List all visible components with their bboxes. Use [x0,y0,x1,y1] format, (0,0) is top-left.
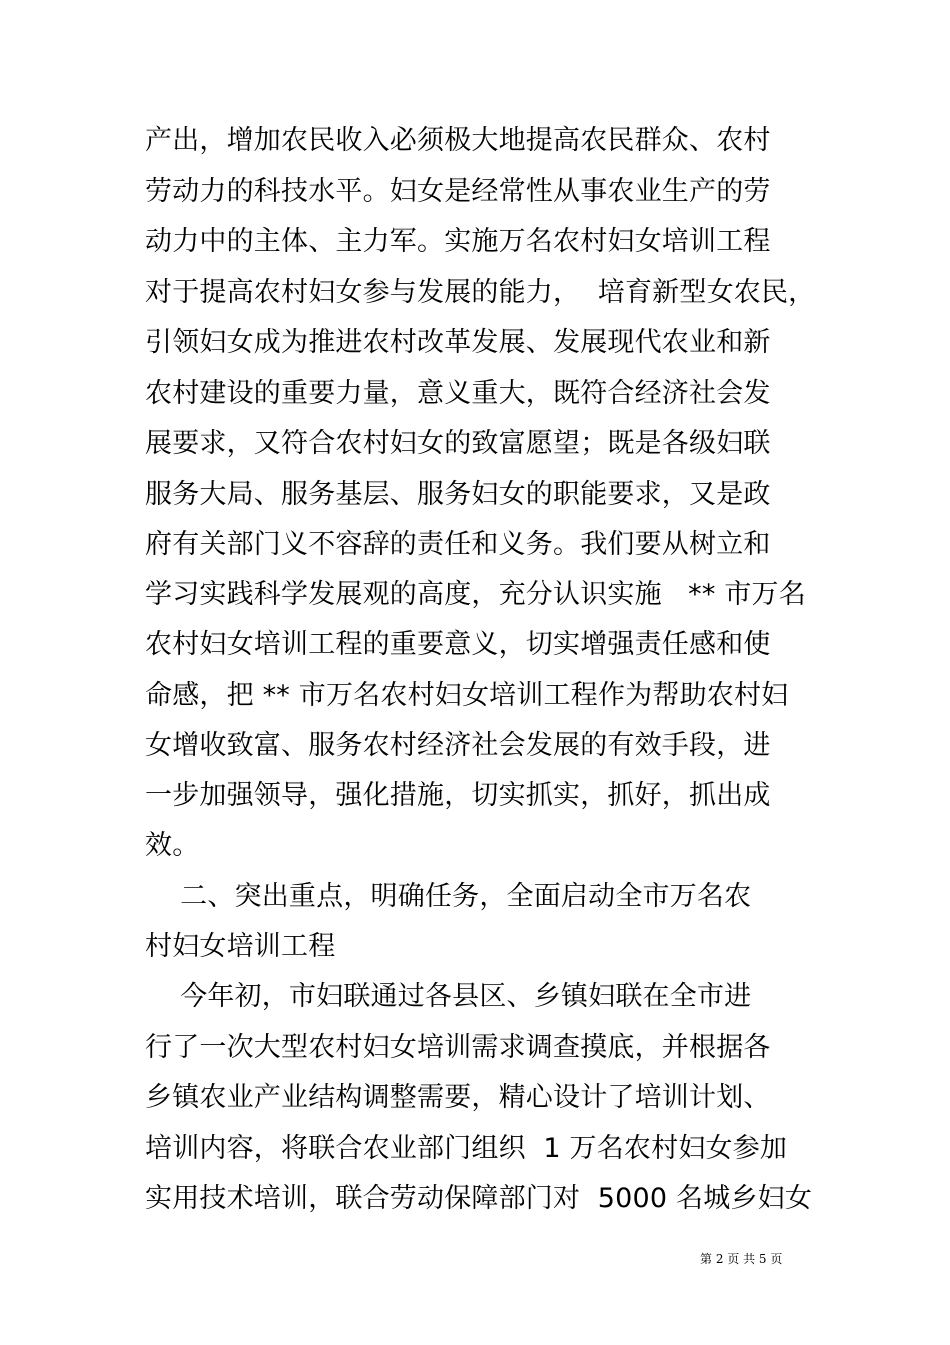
text-line: 学习实践科学发展观的高度，充分认识实施 ** 市万名 [145,579,806,610]
text-line: 劳动力的科技水平。妇女是经常性从事农业生产的劳 [145,176,771,207]
text-line: 产出，增加农民收入必须极大地提高农民群众、农村 [145,125,771,156]
text-line: 对于提高农村妇女参与发展的能力， 培育新型女农民， [145,277,816,308]
text-line: 实用技术培训，联合劳动保障部门对 5000 名城乡妇女 [145,1183,813,1214]
text-line: 效。 [145,830,200,861]
text-line: 农村妇女培训工程的重要意义，切实增强责任感和使 [145,629,771,660]
text-line: 动力中的主体、主力军。实施万名农村妇女培训工程 [145,226,771,257]
section-heading-line: 村妇女培训工程 [145,931,336,962]
text-line: 引领妇女成为推进农村改革发展、发展现代农业和新 [145,327,771,358]
text-line: 农村建设的重要力量，意义重大，既符合经济社会发 [145,378,771,409]
text-line: 乡镇农业产业结构调整需要，精心设计了培训计划、 [145,1082,771,1113]
text-line: 一步加强领导，强化措施，切实抓实，抓好，抓出成 [145,780,771,811]
text-line: 服务大局、服务基层、服务妇女的职能要求，又是政 [145,479,771,510]
text-line: 命感，把 ** 市万名农村妇女培训工程作为帮助农村妇 [145,680,789,711]
text-line: 府有关部门义不容辞的责任和义务。我们要从树立和 [145,529,771,560]
text-line: 行了一次大型农村妇女培训需求调查摸底，并根据各 [145,1032,771,1063]
text-line: 今年初，市妇联通过各县区、乡镇妇联在全市进 [145,981,752,1012]
text-line: 培训内容，将联合农业部门组织 1 万名农村妇女参加 [145,1133,788,1164]
section-heading-line: 二、突出重点，明确任务，全面启动全市万名农 [145,881,752,912]
text-line: 女增收致富、服务农村经济社会发展的有效手段，进 [145,730,771,761]
text-line: 展要求，又符合农村妇女的致富愿望；既是各级妇联 [145,428,771,459]
page-number-footer: 第 2 页 共 5 页 [700,1252,783,1266]
